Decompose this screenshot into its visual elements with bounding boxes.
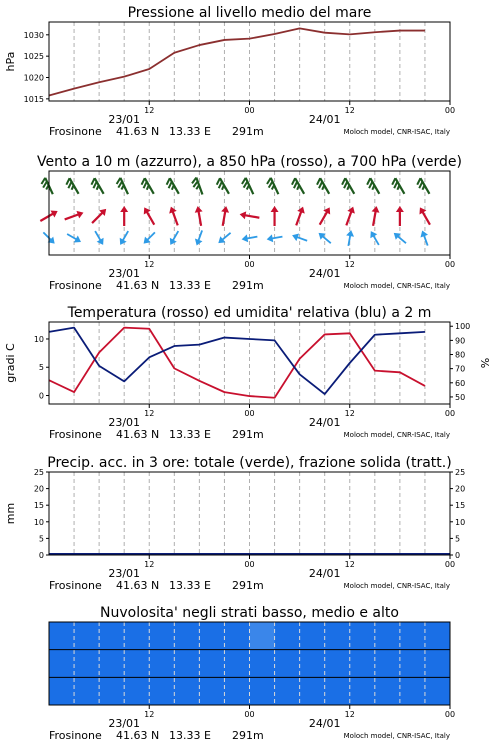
x-tick-label: 12 bbox=[144, 106, 155, 115]
wind-barb-700-hPa bbox=[240, 178, 253, 197]
x-tick-label: 12 bbox=[344, 560, 355, 569]
cloud-cell-alto bbox=[425, 622, 451, 650]
wind-barb-850-hPa bbox=[396, 206, 404, 226]
arrow-head bbox=[117, 238, 127, 247]
y-tick-label-right: 80 bbox=[455, 350, 466, 360]
y-tick-label: 5 bbox=[38, 363, 44, 373]
cloud-cell-medio bbox=[300, 650, 326, 678]
y-tick-label: 20 bbox=[33, 484, 44, 494]
arrow-head bbox=[97, 238, 107, 247]
y-tick-label: 0 bbox=[38, 551, 44, 560]
x-tick-label: 12 bbox=[144, 710, 155, 719]
credit-label: Moloch model, CNR-ISAC, Italy bbox=[343, 128, 450, 136]
date-label: 24/01 bbox=[308, 113, 341, 126]
arrow-head bbox=[50, 208, 59, 218]
location-lon: 13.33 E bbox=[169, 125, 211, 138]
cloud-cell-medio bbox=[350, 650, 376, 678]
arrow-head bbox=[271, 206, 279, 212]
cloud-cell-basso bbox=[300, 677, 326, 705]
cloud-cell-alto bbox=[174, 622, 200, 650]
y-tick-label: 1030 bbox=[23, 30, 44, 40]
date-label: 24/01 bbox=[308, 567, 341, 580]
y-tick-label-right: 10 bbox=[455, 517, 466, 527]
arrow-head bbox=[372, 205, 381, 212]
y-axis-label: hPa bbox=[4, 51, 17, 72]
panel-title: Precip. acc. in 3 ore: totale (verde), frazione solida (tratt.) bbox=[47, 455, 452, 471]
y-tick-label-right: 100 bbox=[455, 322, 471, 332]
cloud-cell-alto bbox=[325, 622, 351, 650]
wind-barb-700-hPa bbox=[115, 178, 128, 197]
cloud-cell-medio bbox=[74, 650, 100, 678]
arrow-head bbox=[418, 229, 428, 237]
location-elevation: 291m bbox=[232, 579, 264, 592]
location-elevation: 291m bbox=[232, 279, 264, 292]
series-line-pressure bbox=[49, 28, 425, 95]
arrow-head bbox=[396, 206, 404, 212]
date-label: 24/01 bbox=[308, 267, 341, 280]
arrow-head bbox=[74, 236, 83, 246]
arrow-head bbox=[167, 205, 177, 213]
wind-barb-850-hPa bbox=[120, 206, 128, 226]
wind-barb-700-hPa bbox=[390, 178, 404, 197]
arrow-head bbox=[167, 238, 177, 247]
cloud-cell-basso bbox=[425, 677, 451, 705]
x-tick-label: 00 bbox=[244, 106, 255, 115]
x-tick-label: 12 bbox=[144, 260, 155, 269]
cloud-cell-basso bbox=[49, 677, 75, 705]
wind-barb-850-hPa bbox=[239, 210, 260, 221]
x-tick-label: 00 bbox=[444, 560, 456, 569]
y-tick-label: 1015 bbox=[23, 94, 44, 104]
x-tick-label: 12 bbox=[144, 409, 155, 418]
cloud-cell-alto bbox=[124, 622, 150, 650]
panel-title: Pressione al livello medio del mare bbox=[127, 5, 372, 21]
cloud-cell-medio bbox=[124, 650, 150, 678]
arrow-head bbox=[221, 205, 230, 212]
cloud-cell-medio bbox=[224, 650, 250, 678]
y-tick-label-right: 60 bbox=[455, 378, 466, 388]
x-tick-label: 00 bbox=[444, 409, 456, 418]
date-label: 24/01 bbox=[308, 416, 341, 429]
cloud-cell-alto bbox=[224, 622, 250, 650]
credit-label: Moloch model, CNR-ISAC, Italy bbox=[343, 582, 450, 590]
wind-barb-700-hPa bbox=[415, 178, 429, 197]
location-name: Frosinone bbox=[49, 125, 102, 138]
cloud-cell-medio bbox=[49, 650, 75, 678]
wind-barb-700-hPa bbox=[265, 178, 278, 197]
x-tick-label: 00 bbox=[244, 409, 255, 418]
wind-barb-700-hPa bbox=[165, 178, 179, 197]
panel-title: Vento a 10 m (azzurro), a 850 hPa (rosso), a 700 hPa (verde) bbox=[36, 154, 463, 170]
arrow-head bbox=[193, 239, 203, 247]
arrow-head bbox=[291, 232, 299, 242]
y-tick-label: 15 bbox=[33, 501, 44, 511]
x-tick-label: 12 bbox=[344, 710, 355, 719]
cloud-cell-basso bbox=[350, 677, 376, 705]
plot-frame bbox=[49, 22, 450, 101]
arrow-head bbox=[76, 209, 84, 219]
x-tick-label: 00 bbox=[444, 260, 456, 269]
cloud-cell-alto bbox=[300, 622, 326, 650]
cloud-cell-alto bbox=[275, 622, 301, 650]
y-tick-label: 0 bbox=[38, 391, 44, 401]
cloud-cell-basso bbox=[325, 677, 351, 705]
cloud-cell-alto bbox=[99, 622, 125, 650]
wind-barb-700-hPa bbox=[315, 178, 329, 197]
y-axis-label: gradi C bbox=[4, 343, 17, 383]
location-lon: 13.33 E bbox=[169, 579, 211, 592]
cloud-cell-basso bbox=[400, 677, 426, 705]
cloud-cell-alto bbox=[375, 622, 401, 650]
date-label: 23/01 bbox=[108, 416, 141, 429]
wind-barb-700-hPa bbox=[215, 178, 229, 197]
credit-label: Moloch model, CNR-ISAC, Italy bbox=[343, 282, 450, 290]
panel-title: Nuvolosita' negli strati basso, medio e alto bbox=[100, 605, 399, 621]
y-tick-label: 1025 bbox=[23, 52, 44, 62]
cloud-cell-medio bbox=[400, 650, 426, 678]
cloud-cell-medio bbox=[275, 650, 301, 678]
arrow-head bbox=[266, 234, 273, 243]
cloud-cell-basso bbox=[250, 677, 276, 705]
location-lat: 41.63 N bbox=[116, 279, 160, 292]
wind-barb-700-hPa bbox=[40, 178, 53, 197]
y-axis-label-right: % bbox=[479, 357, 492, 369]
cloud-cell-basso bbox=[275, 677, 301, 705]
cloud-cell-alto bbox=[74, 622, 100, 650]
y-tick-label: 10 bbox=[33, 334, 44, 344]
location-name: Frosinone bbox=[49, 279, 102, 292]
wind-barb-700-hPa bbox=[191, 178, 203, 197]
arrow-head bbox=[367, 229, 377, 238]
y-tick-label: 5 bbox=[38, 534, 44, 544]
wind-barb-850-hPa bbox=[271, 206, 279, 226]
x-tick-label: 00 bbox=[444, 106, 456, 115]
x-tick-label: 12 bbox=[344, 260, 355, 269]
x-tick-label: 12 bbox=[344, 106, 355, 115]
x-tick-label: 00 bbox=[244, 260, 255, 269]
location-elevation: 291m bbox=[232, 125, 264, 138]
y-tick-label-right: 5 bbox=[455, 534, 461, 544]
date-label: 24/01 bbox=[308, 717, 341, 730]
date-label: 23/01 bbox=[108, 113, 141, 126]
arrow-head bbox=[241, 234, 248, 243]
location-lat: 41.63 N bbox=[116, 579, 160, 592]
y-tick-label-right: 50 bbox=[455, 392, 466, 402]
x-tick-label: 12 bbox=[144, 560, 155, 569]
cloud-cell-medio bbox=[199, 650, 225, 678]
cloud-cell-basso bbox=[174, 677, 200, 705]
panel-title: Temperatura (rosso) ed umidita' relativa (blu) a 2 m bbox=[67, 305, 432, 321]
cloud-cell-alto bbox=[149, 622, 175, 650]
date-label: 23/01 bbox=[108, 717, 141, 730]
location-elevation: 291m bbox=[232, 729, 264, 742]
arrow-head bbox=[346, 229, 355, 236]
y-tick-label-right: 0 bbox=[455, 551, 461, 560]
y-tick-label: 1020 bbox=[23, 73, 44, 83]
wind-barb-700-hPa bbox=[340, 178, 354, 197]
cloud-cell-basso bbox=[74, 677, 100, 705]
cloud-cell-basso bbox=[149, 677, 175, 705]
location-lat: 41.63 N bbox=[116, 428, 160, 441]
cloud-cell-alto bbox=[49, 622, 75, 650]
wind-barb-700-hPa bbox=[140, 178, 154, 197]
cloud-cell-medio bbox=[149, 650, 175, 678]
x-tick-label: 12 bbox=[344, 409, 355, 418]
credit-label: Moloch model, CNR-ISAC, Italy bbox=[343, 431, 450, 439]
cloud-cell-medio bbox=[174, 650, 200, 678]
credit-label: Moloch model, CNR-ISAC, Italy bbox=[343, 732, 450, 740]
arrow-head bbox=[297, 205, 307, 213]
x-tick-label: 00 bbox=[444, 710, 456, 719]
cloud-cell-basso bbox=[375, 677, 401, 705]
y-tick-label-right: 20 bbox=[455, 484, 466, 494]
arrow-head bbox=[120, 206, 128, 212]
cloud-cell-alto bbox=[400, 622, 426, 650]
location-lon: 13.33 E bbox=[169, 729, 211, 742]
location-name: Frosinone bbox=[49, 428, 102, 441]
x-tick-label: 00 bbox=[244, 560, 255, 569]
cloud-cell-basso bbox=[99, 677, 125, 705]
cloud-cell-basso bbox=[199, 677, 225, 705]
location-name: Frosinone bbox=[49, 729, 102, 742]
cloud-cell-basso bbox=[124, 677, 150, 705]
wind-barb-700-hPa bbox=[89, 178, 103, 197]
arrow-head bbox=[347, 205, 357, 213]
date-label: 23/01 bbox=[108, 267, 141, 280]
x-tick-label: 00 bbox=[244, 710, 255, 719]
location-name: Frosinone bbox=[49, 579, 102, 592]
arrow-head bbox=[194, 205, 203, 212]
cloud-cell-basso bbox=[224, 677, 250, 705]
y-tick-label: 25 bbox=[33, 468, 44, 477]
cloud-cell-alto bbox=[350, 622, 376, 650]
arrow-head bbox=[239, 210, 246, 219]
location-lon: 13.33 E bbox=[169, 279, 211, 292]
cloud-cell-alto bbox=[199, 622, 225, 650]
y-axis-label: mm bbox=[4, 502, 17, 525]
location-elevation: 291m bbox=[232, 428, 264, 441]
wind-barb-700-hPa bbox=[290, 178, 304, 197]
cloud-cell-medio bbox=[325, 650, 351, 678]
location-lat: 41.63 N bbox=[116, 125, 160, 138]
cloud-cell-medio bbox=[425, 650, 451, 678]
location-lon: 13.33 E bbox=[169, 428, 211, 441]
wind-barb-700-hPa bbox=[64, 178, 78, 197]
y-tick-label-right: 25 bbox=[455, 468, 466, 477]
date-label: 23/01 bbox=[108, 567, 141, 580]
cloud-cell-medio bbox=[250, 650, 276, 678]
y-tick-label-right: 70 bbox=[455, 364, 466, 374]
cloud-cell-medio bbox=[375, 650, 401, 678]
wind-barb-700-hPa bbox=[365, 178, 379, 197]
y-tick-label-right: 15 bbox=[455, 501, 466, 511]
cloud-cell-alto bbox=[250, 622, 276, 650]
y-tick-label-right: 90 bbox=[455, 336, 466, 346]
y-tick-label: 10 bbox=[33, 517, 44, 527]
location-lat: 41.63 N bbox=[116, 729, 160, 742]
cloud-cell-medio bbox=[99, 650, 125, 678]
